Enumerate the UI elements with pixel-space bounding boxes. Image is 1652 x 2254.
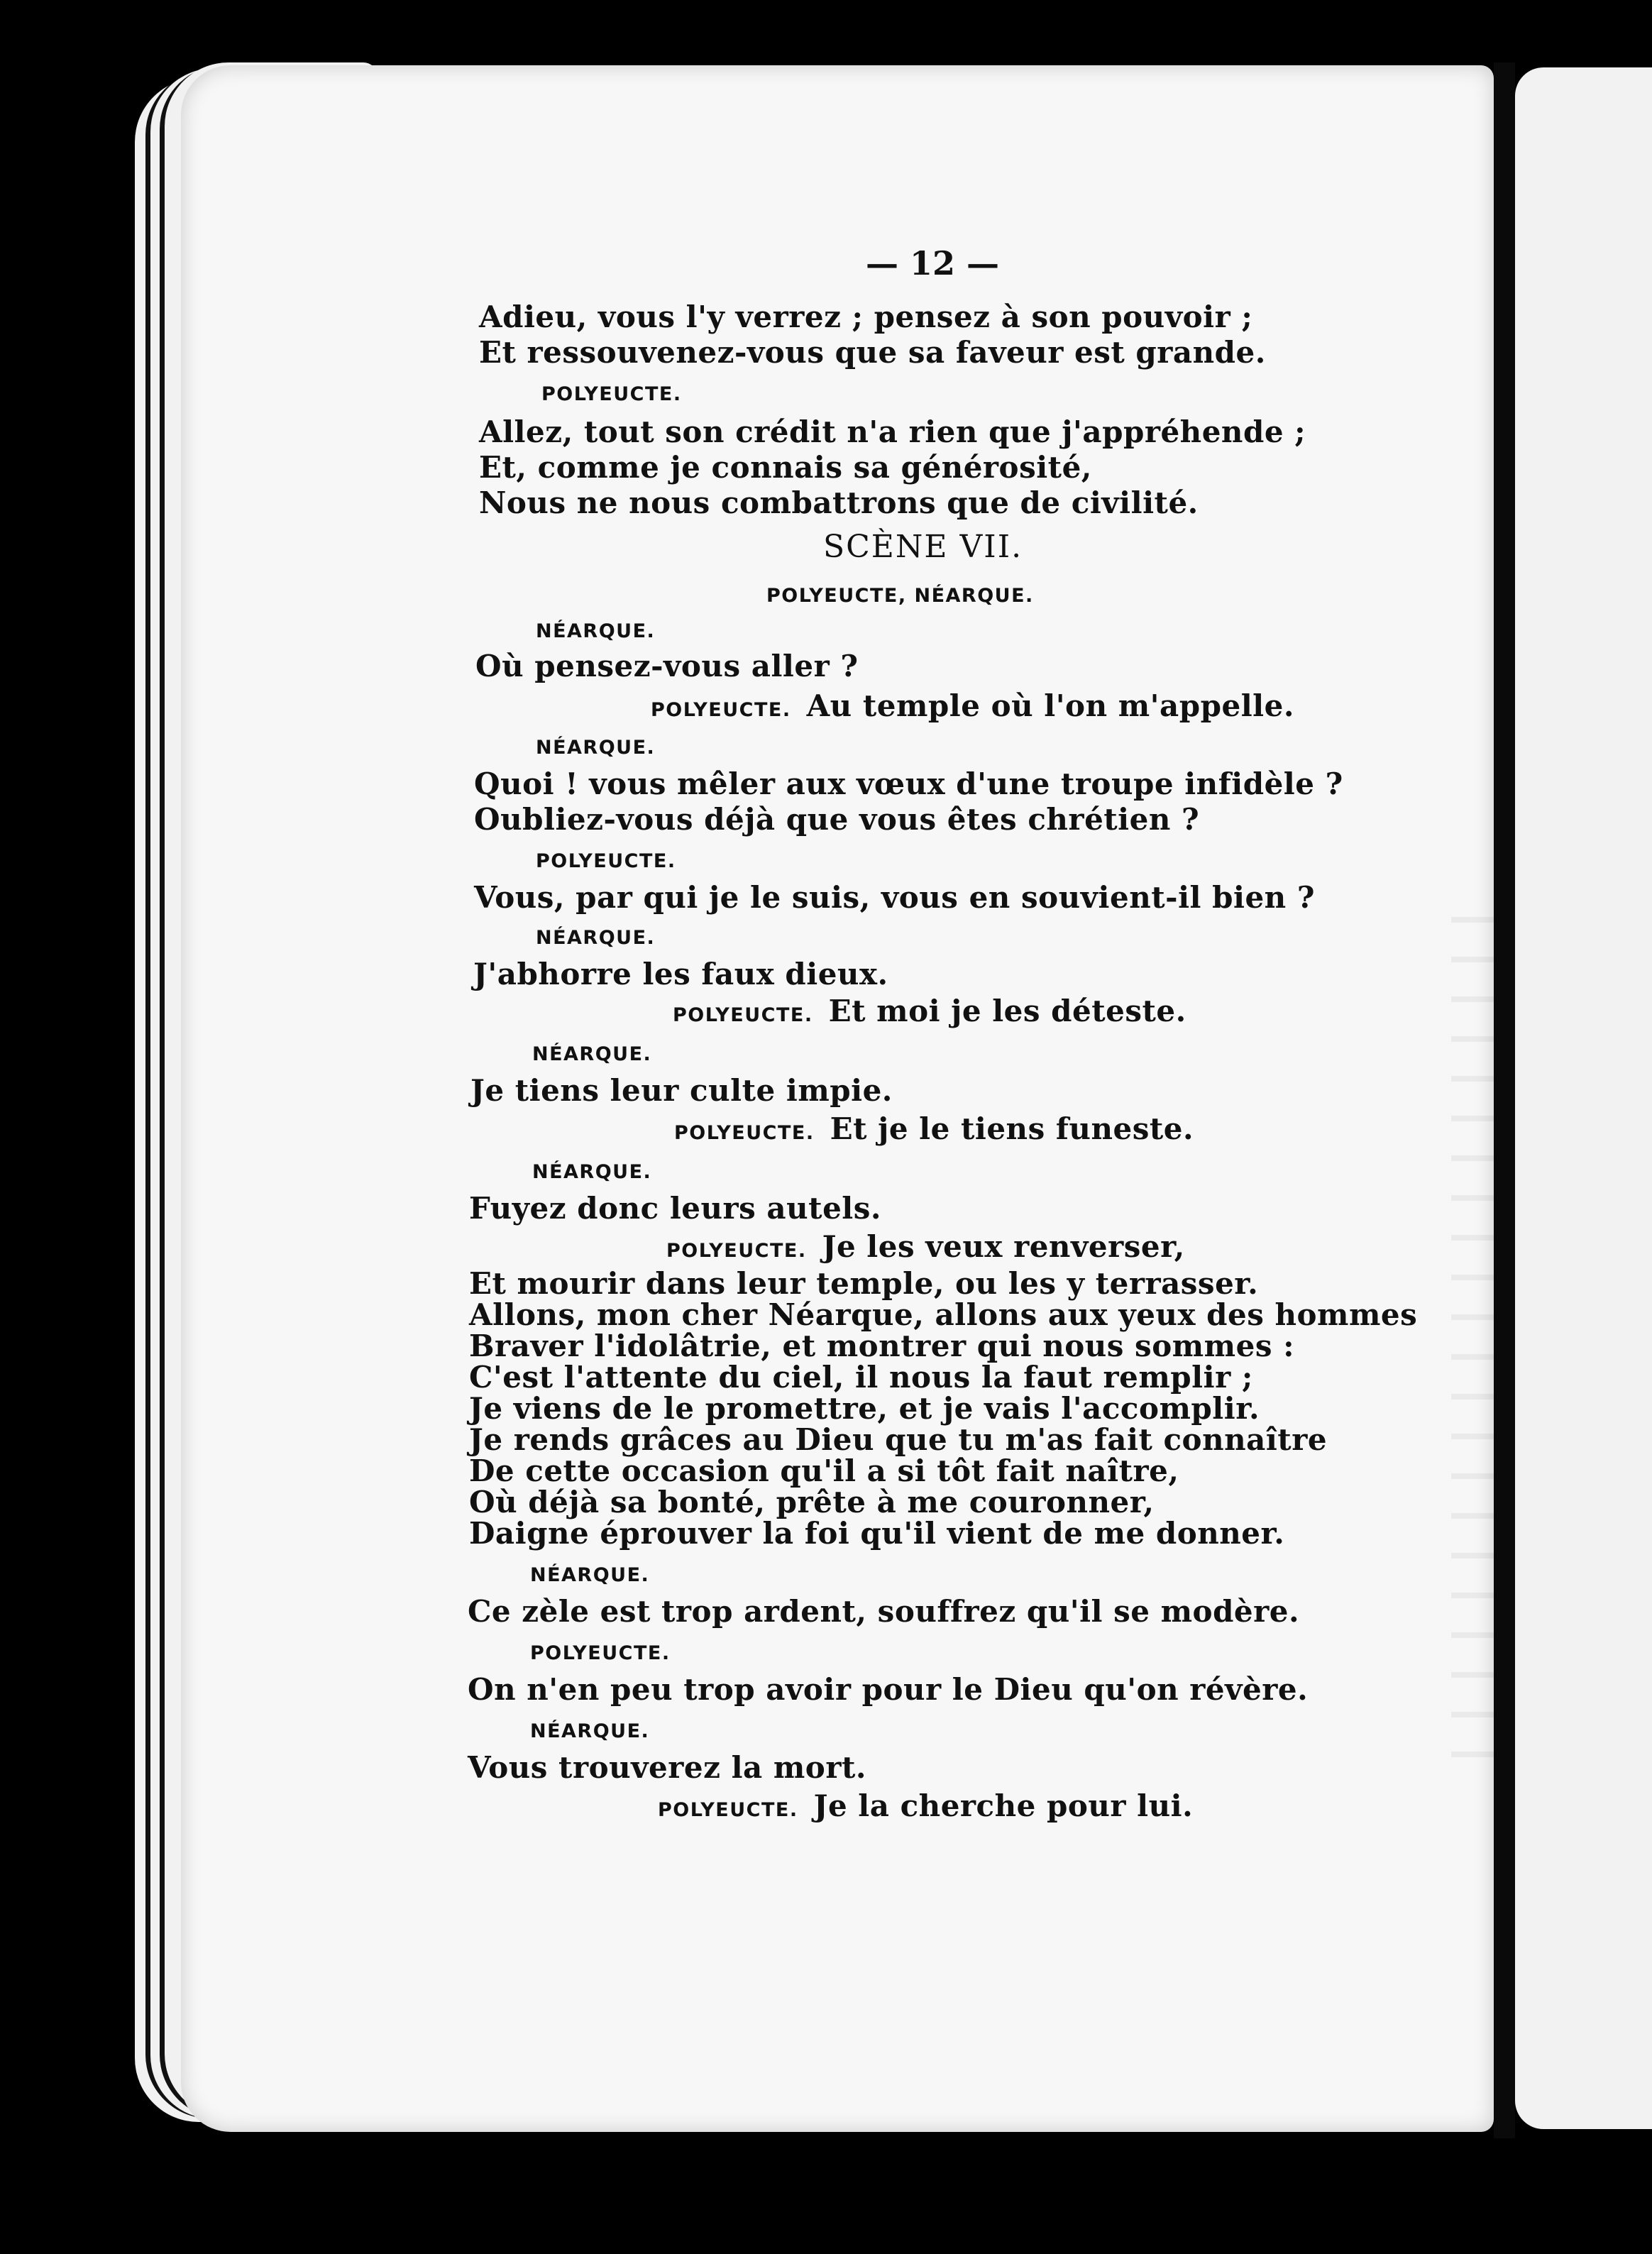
verse-line: Où déjà sa bonté, prête à me couronner, <box>469 1485 1155 1519</box>
verse-line: Je rends grâces au Dieu que tu m'as fait connaître <box>469 1422 1328 1457</box>
speaker-name: POLYEUCTE. <box>666 1240 807 1262</box>
book-page <box>181 65 1494 2132</box>
verse-line: On n'en peu trop avoir pour le Dieu qu'on révère. <box>468 1672 1309 1707</box>
speaker-name: NÉARQUE. <box>530 1720 650 1742</box>
verse-line: Adieu, vous l'y verrez ; pensez à son pouvoir ; <box>479 299 1253 334</box>
speaker-name: POLYEUCTE. <box>530 1642 671 1664</box>
verse-line: Et je le tiens funeste. <box>830 1111 1194 1146</box>
speaker-name: NÉARQUE. <box>532 1161 652 1183</box>
speaker-name: POLYEUCTE. <box>541 383 682 405</box>
verse-line: Daigne éprouver la foi qu'il vient de me donner. <box>469 1516 1285 1551</box>
verse-line: Je la cherche pour lui. <box>813 1788 1194 1823</box>
speaker-name: NÉARQUE. <box>536 737 656 759</box>
verse-line: J'abhorre les faux dieux. <box>473 957 888 991</box>
speaker-name: NÉARQUE. <box>532 1043 652 1065</box>
speaker-name: POLYEUCTE. <box>673 1004 813 1026</box>
verse-line: De cette occasion qu'il a si tôt fait naître, <box>469 1453 1179 1488</box>
speaker-name: POLYEUCTE. <box>674 1122 815 1144</box>
dialogue-line <box>651 688 1294 723</box>
verse-line: Et moi je les déteste. <box>828 994 1186 1028</box>
speaker-name: POLYEUCTE. <box>651 699 791 721</box>
dialogue-line <box>674 1111 1194 1146</box>
verse-line: Vous, par qui je le suis, vous en souvient-il bien ? <box>474 880 1315 915</box>
verse-line: Je tiens leur culte impie. <box>470 1073 893 1108</box>
verse-line: Allons, mon cher Néarque, allons aux yeux des hommes <box>469 1297 1418 1332</box>
verse-line: Ce zèle est trop ardent, souffrez qu'il se modère. <box>468 1594 1300 1629</box>
verse-line: Où pensez-vous aller ? <box>475 649 859 683</box>
book-gutter <box>1494 62 1515 2138</box>
verse-line: Et mourir dans leur temple, ou les y terrasser. <box>469 1266 1259 1301</box>
scene-title: SCÈNE VII. <box>823 529 1023 565</box>
verse-line: Braver l'idolâtrie, et montrer qui nous sommes : <box>469 1329 1295 1363</box>
speaker-name: NÉARQUE. <box>530 1564 650 1586</box>
verse-line: Au temple où l'on m'appelle. <box>806 688 1294 723</box>
verse-line: Je les veux renverser, <box>822 1229 1185 1264</box>
verse-line: C'est l'attente du ciel, il nous la faut remplir ; <box>469 1360 1253 1395</box>
verse-line: Nous ne nous combattrons que de civilité. <box>479 485 1199 520</box>
speaker-name: NÉARQUE. <box>536 620 656 642</box>
verse-line: Quoi ! vous mêler aux vœux d'une troupe infidèle ? <box>474 766 1343 801</box>
verse-line: Oubliez-vous déjà que vous êtes chrétien ? <box>474 802 1200 837</box>
facing-page <box>1515 67 1652 2129</box>
scene-cast: POLYEUCTE, NÉARQUE. <box>766 585 1034 607</box>
speaker-name: POLYEUCTE. <box>536 850 676 872</box>
verse-line: Allez, tout son crédit n'a rien que j'appréhende ; <box>479 414 1306 449</box>
verse-line: Fuyez donc leurs autels. <box>469 1191 882 1226</box>
verse-line: Et ressouvenez-vous que sa faveur est grande. <box>479 335 1266 370</box>
verse-line: Et, comme je connais sa générosité, <box>479 450 1092 485</box>
verse-line: Je viens de le promettre, et je vais l'accomplir. <box>469 1391 1260 1426</box>
speaker-name: NÉARQUE. <box>536 927 656 949</box>
dialogue-line <box>673 994 1186 1028</box>
dialogue-line <box>658 1788 1193 1823</box>
page-number: — 12 — <box>866 244 1000 282</box>
speaker-name: POLYEUCTE. <box>658 1799 798 1821</box>
verse-line: Vous trouverez la mort. <box>468 1750 866 1785</box>
dialogue-line <box>666 1229 1185 1264</box>
